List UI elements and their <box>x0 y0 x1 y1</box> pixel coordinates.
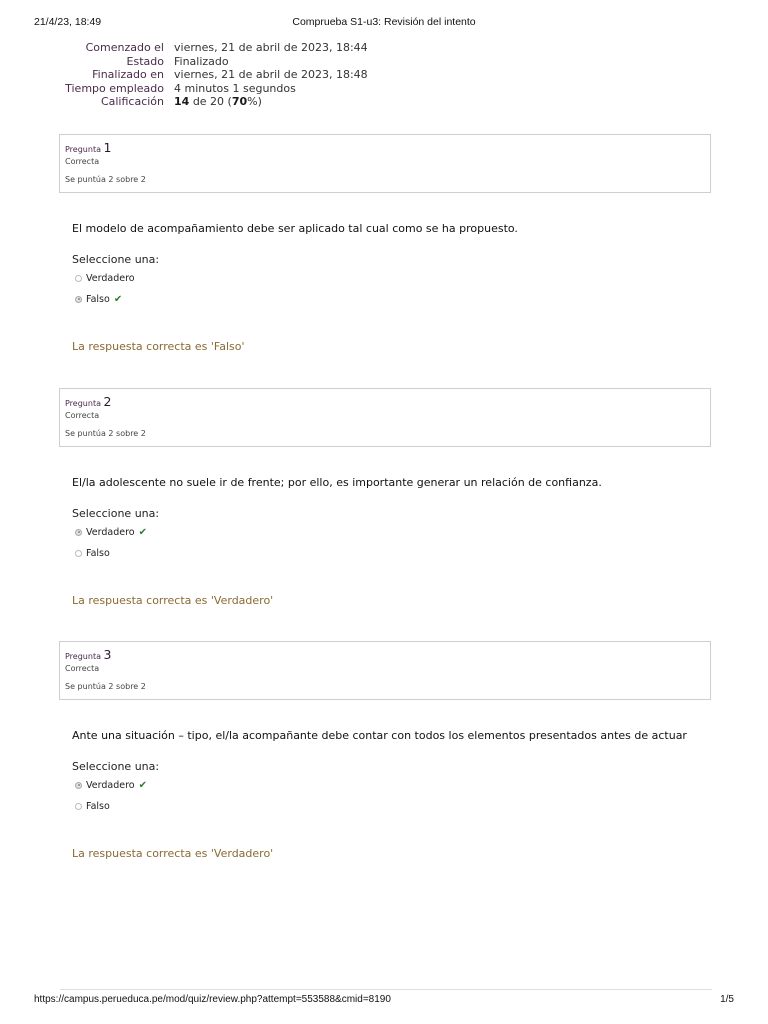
answer-option[interactable] <box>75 547 110 559</box>
question-number <box>65 140 710 154</box>
answer-option-label: Falso <box>86 800 110 812</box>
answer-option[interactable] <box>75 779 147 791</box>
radio-button-selected[interactable] <box>75 296 82 303</box>
print-page-number: 1/5 <box>720 994 734 1005</box>
question-info-2 <box>59 388 711 447</box>
summary-grade-value <box>174 95 368 109</box>
print-header <box>0 16 768 30</box>
question-number-value: 2 <box>103 394 112 409</box>
question-label: Pregunta <box>65 652 101 661</box>
right-answer-3: La respuesta correcta es 'Verdadero' <box>72 847 274 860</box>
check-icon: ✔ <box>138 779 147 791</box>
print-page-title: Comprueba S1-u3: Revisión del intento <box>292 16 476 28</box>
footer-divider <box>60 989 712 990</box>
summary-row-time-taken <box>60 82 368 96</box>
answer-option-label: Verdadero <box>86 526 135 538</box>
summary-label: Finalizado en <box>92 68 164 82</box>
question-info-3 <box>59 641 711 700</box>
answer-option[interactable] <box>75 272 135 284</box>
attempt-summary <box>60 41 660 109</box>
summary-label: Estado <box>126 54 164 68</box>
summary-value: viernes, 21 de abril de 2023, 18:48 <box>174 68 368 82</box>
answer-option[interactable] <box>75 293 122 305</box>
summary-value: Finalizado <box>174 54 229 68</box>
answer-option[interactable] <box>75 800 110 812</box>
summary-label: Comenzado el <box>85 41 164 54</box>
radio-button[interactable] <box>75 803 82 810</box>
question-prompt-2: Seleccione una: <box>72 507 160 520</box>
radio-button-selected[interactable] <box>75 782 82 789</box>
grade-mid: de 20 ( <box>192 95 232 109</box>
question-state: Correcta <box>65 411 100 420</box>
question-number <box>65 394 710 408</box>
question-label: Pregunta <box>65 145 101 154</box>
summary-value: 4 minutos 1 segundos <box>174 81 296 95</box>
question-state: Correcta <box>65 157 100 166</box>
question-prompt-1: Seleccione una: <box>72 253 160 266</box>
question-text-2: El/la adolescente no suele ir de frente; por ello, es importante generar un relación de confianza. <box>72 476 602 489</box>
question-text-3: Ante una situación – tipo, el/la acompañante debe contar con todos los elementos presentados antes de actuar <box>72 729 687 742</box>
answer-option-label: Falso <box>86 293 110 305</box>
grade-percent: 70 <box>231 95 248 109</box>
summary-label: Tiempo empleado <box>65 81 164 95</box>
question-info-1 <box>59 134 711 193</box>
question-grade: Se puntúa 2 sobre 2 <box>65 175 146 184</box>
summary-row-grade <box>60 95 368 109</box>
question-text-1: El modelo de acompañamiento debe ser aplicado tal cual como se ha propuesto. <box>72 222 518 235</box>
summary-row-state <box>60 55 368 69</box>
summary-value: viernes, 21 de abril de 2023, 18:44 <box>174 41 368 54</box>
summary-row-started <box>60 41 368 55</box>
question-prompt-3: Seleccione una: <box>72 760 160 773</box>
question-number-value: 1 <box>103 140 112 155</box>
attempt-summary-table <box>60 41 368 109</box>
radio-button-selected[interactable] <box>75 529 82 536</box>
right-answer-1: La respuesta correcta es 'Falso' <box>72 340 245 353</box>
answer-option[interactable] <box>75 526 147 538</box>
answer-option-label: Verdadero <box>86 272 135 284</box>
radio-button[interactable] <box>75 275 82 282</box>
check-icon: ✔ <box>113 293 123 305</box>
grade-end: %) <box>247 95 262 109</box>
radio-button[interactable] <box>75 550 82 557</box>
right-answer-2: La respuesta correcta es 'Verdadero' <box>72 594 274 607</box>
print-datetime: 21/4/23, 18:49 <box>34 16 102 28</box>
summary-label: Calificación <box>100 95 164 109</box>
summary-row-finished <box>60 68 368 82</box>
grade-points: 14 <box>174 95 190 109</box>
answer-option-label: Falso <box>86 547 110 559</box>
question-state: Correcta <box>65 664 100 673</box>
check-icon: ✔ <box>138 526 147 538</box>
question-grade: Se puntúa 2 sobre 2 <box>65 429 146 438</box>
question-label: Pregunta <box>65 399 101 408</box>
answer-option-label: Verdadero <box>86 779 135 791</box>
question-grade: Se puntúa 2 sobre 2 <box>65 682 146 691</box>
question-number <box>65 647 710 661</box>
question-number-value: 3 <box>103 647 112 662</box>
print-url: https://campus.perueduca.pe/mod/quiz/review.php?attempt=553588&cmid=8190 <box>34 994 391 1005</box>
